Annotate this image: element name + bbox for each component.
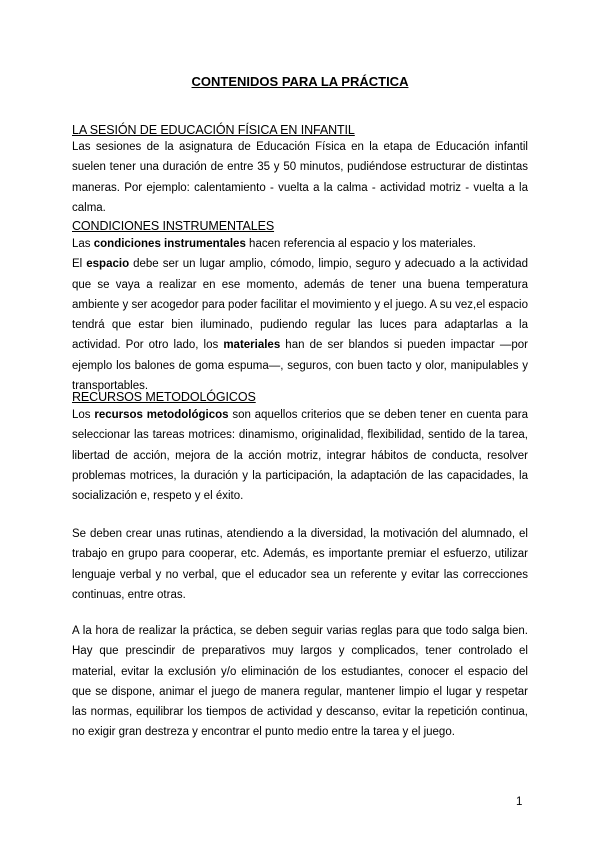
section-recursos-body-3 [72,621,528,743]
text-run: Los [72,409,95,421]
bold-term: materiales [223,339,281,352]
section-sesion-body [72,137,528,218]
text-run: han de ser blandos si pueden impactar —por ejemplo los balones de goma espuma—, seguros, con buen tacto y olor, manipulables y transportables. [72,339,528,393]
paragraph-condiciones-intro [72,234,528,254]
paragraph-rutinas: Se deben crear unas rutinas, atendiendo a la diversidad, la motivación del alumnado, el trabajo en grupo para cooperar, etc. Además, es importante premiar el esfuerzo, utilizar lenguaje verbal y no verbal, que el educador sea un referente y evitar las correcciones continuas, entre otras. [72,528,528,601]
bold-term: recursos metodológicos [94,409,229,421]
section-heading-recursos: RECURSOS METODOLÓGICOS [72,390,256,404]
bold-term: espacio [86,258,130,271]
paragraph-reglas: A la hora de realizar la práctica, se deben seguir varias reglas para que todo salga bien. Hay que prescindir de preparativos muy largos y complicados, tener controlado el material, evitar la exclusión y/o eliminación de los estudiantes, conocer el espacio del que se dispone, animar el juego de manera regular, mantener limpio el lugar y respetar las normas, equilibrar los tiempos de actividad y descanso, evitar la repetición continua, no exigir gran destreza y encontrar el punto medio entre la tarea y el juego. [72,625,528,739]
bold-term: condiciones instrumentales [93,238,246,250]
text-run: hacen referencia al espacio y los materiales. [245,238,476,250]
text-run: Las [72,238,94,250]
section-heading-sesion: LA SESIÓN DE EDUCACIÓN FÍSICA EN INFANTIL [72,123,355,137]
text-run: son aquellos criterios que se deben tener en cuenta para seleccionar las tareas motrices: dinamismo, originalidad, flexibilidad, sentido de la tarea, libertad de acción, mejora de la acción motriz, integrar hábitos de conducta, resolver problemas motrices, la duración y la participación, la adaptación de las capacidades, la socialización e, respeto y el éxito. [72,409,528,503]
text-run: debe ser un lugar amplio, cómodo, limpio, seguro y adecuado a la actividad que se vaya a realizar en ese momento, además de tener una buena temperatura ambiente y ser acogedor para poder facilitar el movimiento y el juego. A su vez,el espacio tendrá que estar bien iluminado, pudiendo regular las luces para adaptarlas a la actividad. Por otro lado, los [72,258,528,352]
paragraph-recursos [72,405,528,506]
section-recursos-body [72,405,528,506]
section-condiciones-body [72,234,528,396]
paragraph-sesion: Las sesiones de la asignatura de Educación Física en la etapa de Educación infantil suelen tener una duración de entre 35 y 50 minutos, pudiéndose estructurar de distintas maneras. Por ejemplo: calentamiento - vuelta a la calma - actividad motriz - vuelta a la calma. [72,141,528,214]
page-number: 1 [516,796,523,808]
page-title: CONTENIDOS PARA LA PRÁCTICA [191,74,409,89]
section-heading-condiciones: CONDICIONES INSTRUMENTALES [72,219,275,233]
text-run: El [72,258,87,271]
section-recursos-body-2 [72,524,528,605]
paragraph-espacio [72,254,528,396]
